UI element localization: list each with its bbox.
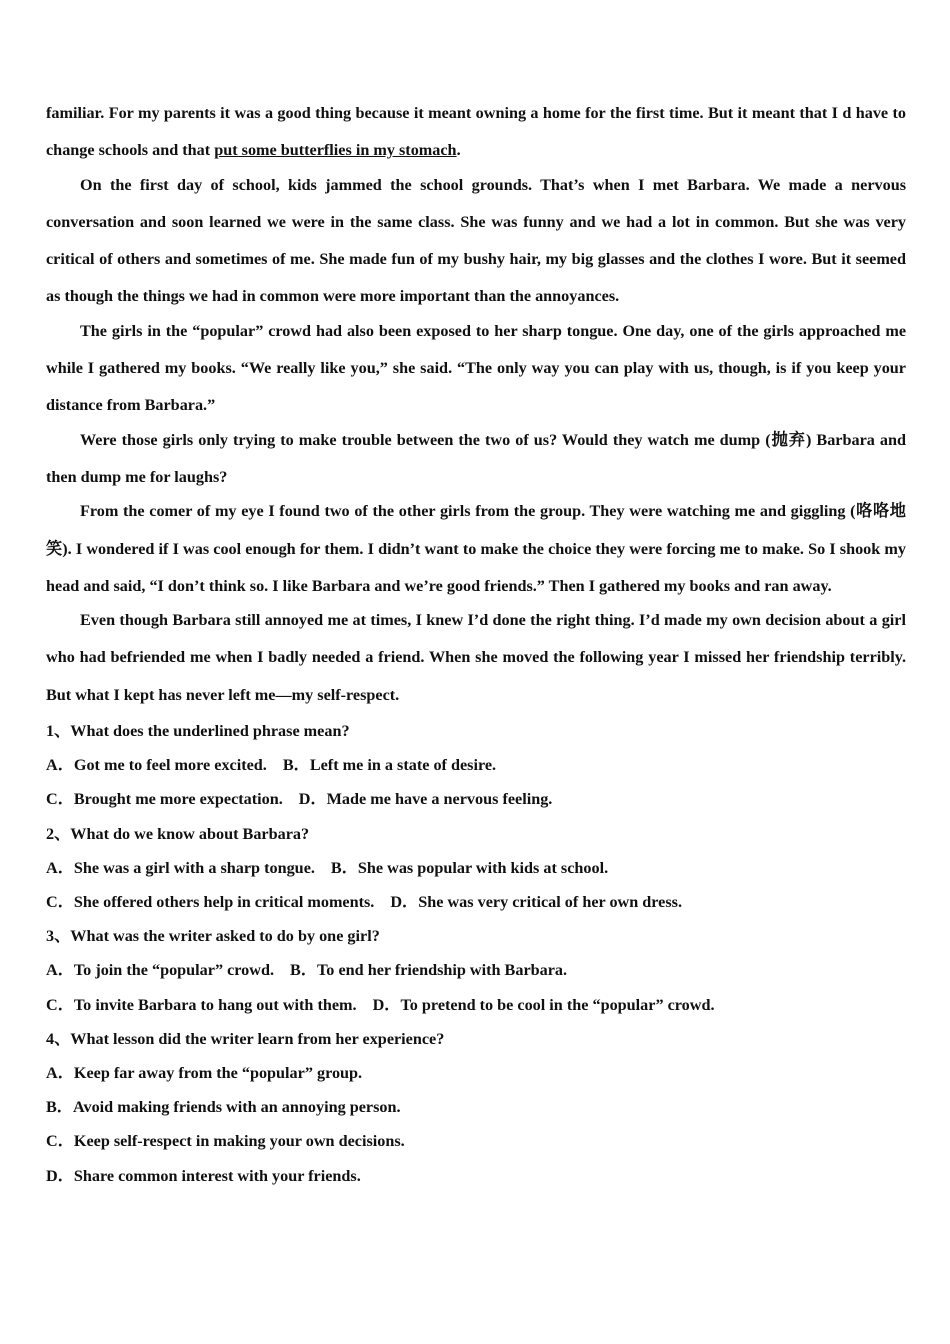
option-row (46, 988, 906, 1022)
document-page (46, 95, 906, 1193)
option-row (46, 748, 906, 782)
paragraph-1: On the first day of school, kids jammed the school grounds. That’s when I met Barbara. We made a nervous conversation and soon learned we were in the same class. She was funny and we had a lot in common. But she was very critical of others and sometimes of me. She made fun of my bushy hair, my big glasses and the clothes I wore. But it seemed as though the things we had in common were more important than the annoyances. (46, 175, 906, 306)
option-b: B．She was popular with kids at school. (330, 858, 609, 877)
question-list (46, 714, 906, 1193)
option-c: C．Brought me more expectation. (46, 790, 283, 809)
paragraph-2: The girls in the “popular” crowd had also been exposed to her sharp tongue. One day, one of the girls approached me while I gathered my books. “We really like you,” she said. “The only way you can play with us, though, is if you keep your distance from Barbara.” (46, 321, 906, 415)
option-c: C．Keep self-respect in making your own decisions. (46, 1132, 405, 1151)
option-row (46, 851, 906, 885)
option-row (46, 885, 906, 919)
option-a: A．Got me to feel more excited. (46, 756, 267, 775)
option-d: D．Share common interest with your friends. (46, 1166, 361, 1185)
question-3 (46, 919, 906, 1022)
paragraph-3: Were those girls only trying to make trouble between the two of us? Would they watch me dump (抛弃) Barbara and then dump me for laughs? (46, 430, 906, 486)
option-row (46, 782, 906, 816)
option-d: D．She was very critical of her own dress. (390, 893, 683, 912)
option-row (46, 953, 906, 987)
paragraph-0-text-a: familiar. For my parents it was a good thing because it meant owning a home for the first time. But it meant that I d have to change schools and that (46, 104, 906, 160)
question-stem: 3、What was the writer asked to do by one girl? (46, 927, 380, 946)
option-b: B．To end her friendship with Barbara. (290, 961, 568, 980)
paragraph-4: From the comer of my eye I found two of the other girls from the group. They were watching me and giggling (咯咯地笑). I wondered if I was cool enough for them. I didn’t want to make the choice they were forcing me to make. So I shook my head and said, “I don’t think so. I like Barbara and we’re good friends.” Then I gathered my books and ran away. (46, 502, 906, 595)
option-b: B．Left me in a state of desire. (282, 756, 497, 775)
option-c: C．To invite Barbara to hang out with them. (46, 995, 357, 1014)
option-d: D．Made me have a nervous feeling. (298, 790, 553, 809)
paragraph-0-text-b: . (456, 141, 461, 160)
option-a: A．Keep far away from the “popular” group. (46, 1064, 363, 1083)
option-d: D．To pretend to be cool in the “popular” crowd. (372, 995, 715, 1014)
option-b: B．Avoid making friends with an annoying person. (46, 1098, 401, 1117)
reading-passage (46, 95, 906, 714)
question-2 (46, 817, 906, 920)
question-1 (46, 714, 906, 817)
question-4 (46, 1022, 906, 1193)
paragraph-0 (46, 95, 906, 170)
paragraph-5: Even though Barbara still annoyed me at times, I knew I’d done the right thing. I’d made my own decision about a girl who had befriended me when I badly needed a friend. When she moved the following year I missed her friendship terribly. But what I kept has never left me—my self-respect. (46, 611, 906, 704)
question-stem: 2、What do we know about Barbara? (46, 824, 310, 843)
option-a: A．She was a girl with a sharp tongue. (46, 858, 315, 877)
underlined-phrase: put some butterflies in my stomach (214, 141, 457, 160)
option-c: C．She offered others help in critical moments. (46, 893, 375, 912)
question-stem: 4、What lesson did the writer learn from her experience? (46, 1029, 445, 1048)
option-a: A．To join the “popular” crowd. (46, 961, 275, 980)
question-stem: 1、What does the underlined phrase mean? (46, 722, 350, 741)
